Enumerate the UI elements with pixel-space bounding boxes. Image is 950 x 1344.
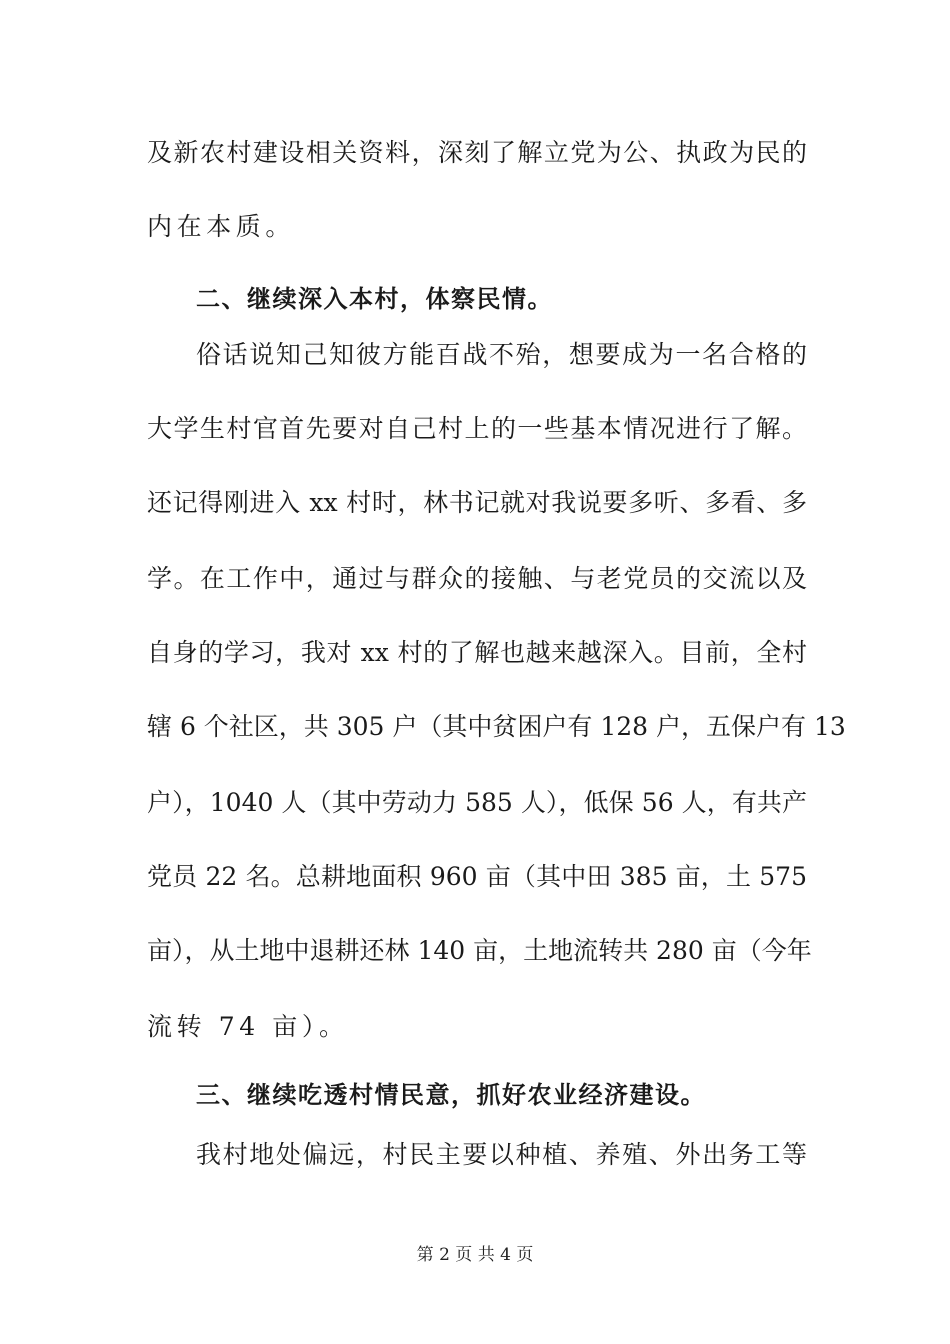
paragraph-line: 我村地处偏远，村民主要以种植、养殖、外出务工等 — [196, 1140, 807, 1169]
paragraph-line: 亩），从土地中退耕还林 140 亩，土地流转共 280 亩（今年 — [147, 936, 812, 965]
page-footer: 第 2 页 共 4 页 — [416, 1245, 534, 1265]
paragraph-line: 学。在工作中，通过与群众的接触、与老党员的交流以及 — [147, 564, 807, 593]
paragraph-line: 户），1040 人（其中劳动力 585 人），低保 56 人，有共产 — [147, 788, 807, 817]
section-heading: 二、继续深入本村，体察民情。 — [196, 285, 553, 313]
paragraph-line: 还记得刚进入 xx 村时，林书记就对我说要多听、多看、多 — [147, 488, 807, 517]
paragraph-line: 流转 74 亩）。 — [147, 1012, 349, 1041]
paragraph-line: 大学生村官首先要对自己村上的一些基本情况进行了解。 — [147, 414, 807, 443]
paragraph-line: 内在本质。 — [147, 212, 296, 241]
paragraph-line: 自身的学习，我对 xx 村的了解也越来越深入。目前，全村 — [147, 638, 807, 667]
paragraph-line: 党员 22 名。总耕地面积 960 亩（其中田 385 亩，土 575 — [147, 862, 807, 891]
paragraph-line: 及新农村建设相关资料，深刻了解立党为公、执政为民的 — [147, 138, 807, 167]
paragraph-line: 辖 6 个社区，共 305 户（其中贫困户有 128 户，五保户有 13 — [147, 712, 846, 741]
paragraph-line: 俗话说知己知彼方能百战不殆，想要成为一名合格的 — [196, 340, 807, 369]
section-heading: 三、继续吃透村情民意，抓好农业经济建设。 — [196, 1081, 706, 1109]
